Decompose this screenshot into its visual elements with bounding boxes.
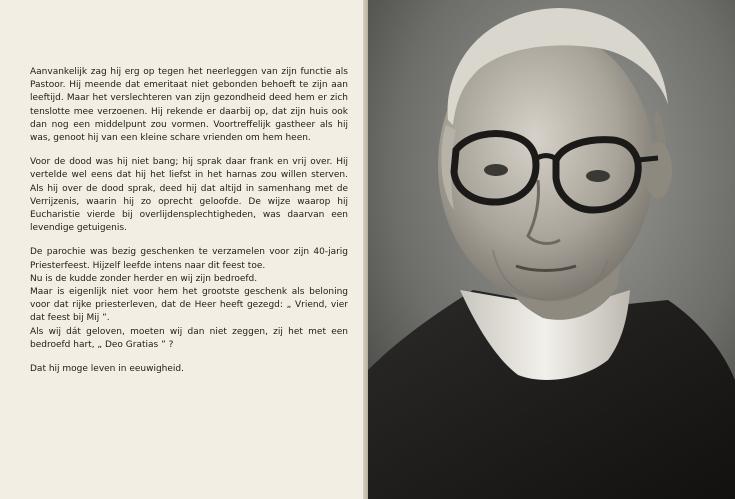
portrait-photo bbox=[368, 0, 735, 499]
portrait-image bbox=[368, 0, 735, 499]
paragraph-retirement: Aanvankelijk zag hij erg op tegen het neerleggen van zijn functie als Pastoor. Hij meende dat emeritaat niet gebonden behoeft te zijn aan leeftijd. Maar het verslechteren van zijn gezondheid deed hem er zich tenslotte mee verzoenen. Hij rekende er daarbij op, dat zijn huis ook dan nog een middelpunt zou vormen. Voortreffelijk gastheer als hij was, genoot hij van een kleine schare vrienden om hem heen. bbox=[30, 67, 348, 144]
ear bbox=[644, 142, 672, 198]
gift-line: Maar is eigenlijk niet voor hem het grootste geschenk als beloning voor dat rijke priesterleven, dat de Heer heeft gezegd: „ Vriend, vier dat feest bij Mij ”. bbox=[30, 287, 348, 324]
right-eye bbox=[586, 170, 610, 182]
paragraph-eternity: Dat hij moge leven in eeuwigheid. bbox=[30, 364, 184, 375]
flock-line: Nu is de kudde zonder herder en wij zijn bedroefd. bbox=[30, 273, 258, 284]
deo-gratias-line: Als wij dát geloven, moeten wij dan niet zeggen, zij het met een bedroefd hart, „ Deo Gratias ” ? bbox=[30, 326, 348, 350]
paragraph-parish bbox=[30, 246, 348, 352]
parish-line: De parochie was bezig geschenken te verzamelen voor zijn 40-jarig Priesterfeest. Hijzelf leefde intens naar dit feest toe. bbox=[30, 247, 348, 271]
text-page bbox=[0, 0, 367, 499]
paragraph-death: Voor de dood was hij niet bang; hij sprak daar frank en vrij over. Hij vertelde wel eens dat hij het liefst in het harnas zou willen sterven. Als hij over de dood sprak, deed hij dat altijd in samenhang met de Verrijzenis, waarin hij zo oprecht geloofde. De wijze waarop hij Eucharistie vierde bij overlijdensplechtigheden, was daarvan een levendige getuigenis. bbox=[30, 157, 348, 234]
left-eye bbox=[484, 164, 508, 176]
body-text bbox=[30, 66, 348, 387]
